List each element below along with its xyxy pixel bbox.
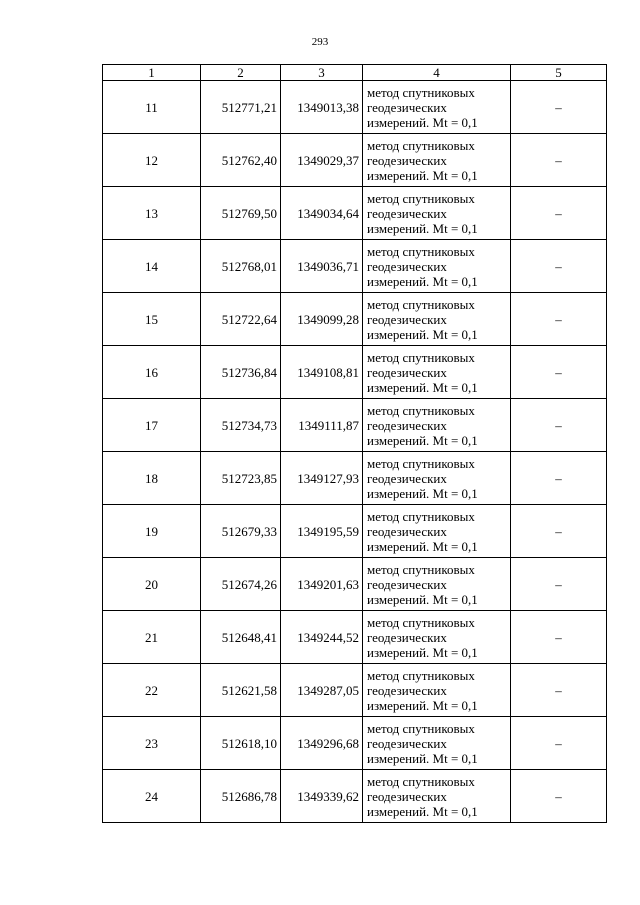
point-number: 22 [103, 664, 201, 717]
coordinate-x: 512674,26 [201, 558, 281, 611]
column-header-number: 1 [103, 65, 201, 81]
method-line-3: измерений. Mt = 0,1 [367, 644, 478, 660]
point-number: 24 [103, 770, 201, 823]
coordinate-x: 512736,84 [201, 346, 281, 399]
coordinate-x: 512722,64 [201, 293, 281, 346]
method-description [363, 505, 511, 558]
table-row [103, 770, 607, 823]
coordinate-y: 1349287,05 [281, 664, 363, 717]
table-row [103, 452, 607, 505]
coordinates-table [102, 64, 607, 823]
method-description [363, 611, 511, 664]
table-row [103, 558, 607, 611]
point-number: 15 [103, 293, 201, 346]
table-row [103, 81, 607, 134]
coordinate-y: 1349296,68 [281, 717, 363, 770]
column-header-note: 5 [511, 65, 607, 81]
note-dash: – [511, 452, 607, 505]
coordinate-x: 512771,21 [201, 81, 281, 134]
method-line-3: измерений. Mt = 0,1 [367, 697, 478, 713]
method-line-1: метод спутниковых [367, 773, 475, 789]
note-dash: – [511, 240, 607, 293]
method-line-1: метод спутниковых [367, 455, 475, 471]
method-line-3: измерений. Mt = 0,1 [367, 273, 478, 289]
point-number: 23 [103, 717, 201, 770]
table-header-row [103, 65, 607, 81]
note-dash: – [511, 81, 607, 134]
method-description [363, 664, 511, 717]
coordinate-y: 1349244,52 [281, 611, 363, 664]
coordinate-y: 1349036,71 [281, 240, 363, 293]
method-description [363, 452, 511, 505]
note-dash: – [511, 611, 607, 664]
note-dash: – [511, 558, 607, 611]
method-line-3: измерений. Mt = 0,1 [367, 538, 478, 554]
table-row [103, 187, 607, 240]
method-description [363, 240, 511, 293]
coordinate-y: 1349013,38 [281, 81, 363, 134]
coordinate-y: 1349034,64 [281, 187, 363, 240]
method-line-1: метод спутниковых [367, 190, 475, 206]
coordinate-y: 1349099,28 [281, 293, 363, 346]
method-line-1: метод спутниковых [367, 296, 475, 312]
table-row [103, 664, 607, 717]
table-row [103, 293, 607, 346]
point-number: 11 [103, 81, 201, 134]
note-dash: – [511, 399, 607, 452]
note-dash: – [511, 187, 607, 240]
coordinate-x: 512621,58 [201, 664, 281, 717]
method-line-1: метод спутниковых [367, 243, 475, 259]
method-line-3: измерений. Mt = 0,1 [367, 485, 478, 501]
coordinate-y: 1349029,37 [281, 134, 363, 187]
method-line-2: геодезических [367, 682, 447, 698]
method-line-2: геодезических [367, 152, 447, 168]
method-line-1: метод спутниковых [367, 402, 475, 418]
coordinate-x: 512768,01 [201, 240, 281, 293]
point-number: 16 [103, 346, 201, 399]
method-line-2: геодезических [367, 576, 447, 592]
method-line-1: метод спутниковых [367, 667, 475, 683]
note-dash: – [511, 770, 607, 823]
method-line-2: геодезических [367, 258, 447, 274]
method-description [363, 187, 511, 240]
method-description [363, 558, 511, 611]
method-line-2: геодезических [367, 205, 447, 221]
method-line-3: измерений. Mt = 0,1 [367, 114, 478, 130]
point-number: 20 [103, 558, 201, 611]
method-line-3: измерений. Mt = 0,1 [367, 432, 478, 448]
method-line-3: измерений. Mt = 0,1 [367, 750, 478, 766]
coordinate-y: 1349195,59 [281, 505, 363, 558]
coordinate-y: 1349108,81 [281, 346, 363, 399]
method-line-1: метод спутниковых [367, 561, 475, 577]
point-number: 18 [103, 452, 201, 505]
point-number: 14 [103, 240, 201, 293]
column-header-x: 2 [201, 65, 281, 81]
coordinate-x: 512679,33 [201, 505, 281, 558]
coordinate-x: 512618,10 [201, 717, 281, 770]
note-dash: – [511, 664, 607, 717]
method-line-3: измерений. Mt = 0,1 [367, 220, 478, 236]
method-line-3: измерений. Mt = 0,1 [367, 326, 478, 342]
coordinate-x: 512648,41 [201, 611, 281, 664]
point-number: 12 [103, 134, 201, 187]
table-row [103, 346, 607, 399]
point-number: 19 [103, 505, 201, 558]
method-description [363, 293, 511, 346]
method-line-2: геодезических [367, 99, 447, 115]
method-line-1: метод спутниковых [367, 720, 475, 736]
note-dash: – [511, 293, 607, 346]
method-line-3: измерений. Mt = 0,1 [367, 379, 478, 395]
column-header-method: 4 [363, 65, 511, 81]
page-number: 293 [311, 36, 329, 48]
method-line-1: метод спутниковых [367, 349, 475, 365]
method-line-3: измерений. Mt = 0,1 [367, 167, 478, 183]
note-dash: – [511, 346, 607, 399]
method-line-2: геодезических [367, 629, 447, 645]
table-row [103, 134, 607, 187]
table-row [103, 240, 607, 293]
method-description [363, 134, 511, 187]
note-dash: – [511, 505, 607, 558]
method-line-2: геодезических [367, 523, 447, 539]
method-description [363, 717, 511, 770]
coordinate-x: 512723,85 [201, 452, 281, 505]
coordinate-x: 512686,78 [201, 770, 281, 823]
method-line-1: метод спутниковых [367, 508, 475, 524]
method-line-3: измерений. Mt = 0,1 [367, 803, 478, 819]
method-description [363, 81, 511, 134]
method-description [363, 770, 511, 823]
table-row [103, 399, 607, 452]
column-header-y: 3 [281, 65, 363, 81]
point-number: 21 [103, 611, 201, 664]
method-line-2: геодезических [367, 417, 447, 433]
coordinate-x: 512762,40 [201, 134, 281, 187]
coordinate-y: 1349339,62 [281, 770, 363, 823]
method-line-1: метод спутниковых [367, 614, 475, 630]
method-line-3: измерений. Mt = 0,1 [367, 591, 478, 607]
method-line-2: геодезических [367, 788, 447, 804]
method-line-2: геодезических [367, 364, 447, 380]
method-line-2: геодезических [367, 470, 447, 486]
method-line-2: геодезических [367, 735, 447, 751]
point-number: 17 [103, 399, 201, 452]
table-row [103, 505, 607, 558]
point-number: 13 [103, 187, 201, 240]
method-line-1: метод спутниковых [367, 84, 475, 100]
coordinate-x: 512734,73 [201, 399, 281, 452]
note-dash: – [511, 717, 607, 770]
coordinate-y: 1349201,63 [281, 558, 363, 611]
method-description [363, 346, 511, 399]
coordinate-y: 1349127,93 [281, 452, 363, 505]
table-row [103, 717, 607, 770]
method-line-2: геодезических [367, 311, 447, 327]
method-description [363, 399, 511, 452]
table-row [103, 611, 607, 664]
coordinate-x: 512769,50 [201, 187, 281, 240]
note-dash: – [511, 134, 607, 187]
coordinate-y: 1349111,87 [281, 399, 363, 452]
method-line-1: метод спутниковых [367, 137, 475, 153]
